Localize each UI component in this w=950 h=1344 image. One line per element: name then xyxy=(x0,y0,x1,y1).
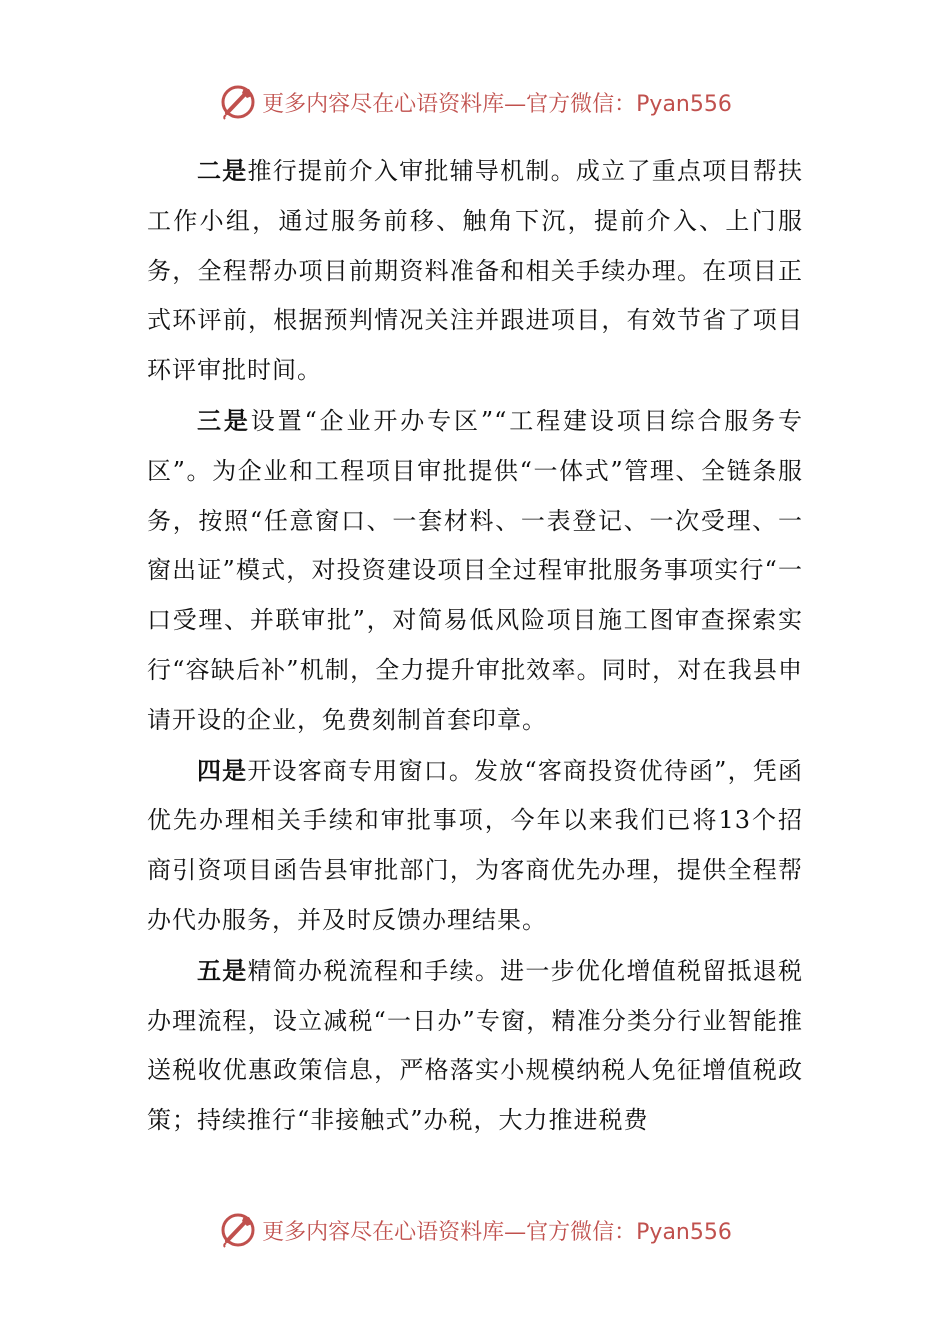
paragraph-lead: 三是 xyxy=(197,405,251,435)
paragraph-lead: 二是 xyxy=(197,156,248,185)
paragraph-3 xyxy=(147,396,803,746)
paragraph-text: 推行提前介入审批辅导机制。成立了重点项目帮扶工作小组，通过服务前移、触角下沉，提前介入、上门服务，全程帮办项目前期资料准备和相关手续办理。在项目正式环评前，根据预判情况关注并跟进项目，有效节省了项目环评审批时间。 xyxy=(147,157,804,385)
paragraph-5 xyxy=(147,946,803,1146)
paragraph-2 xyxy=(147,146,803,396)
header-watermark-banner xyxy=(0,80,950,124)
banner-text: 更多内容尽在心语资料库—官方微信：Pyan556 xyxy=(262,1219,732,1245)
banner-text: 更多内容尽在心语资料库—官方微信：Pyan556 xyxy=(262,91,732,117)
pen-logo-icon xyxy=(218,1210,258,1250)
paragraph-text: 精简办税流程和手续。进一步优化增值税留抵退税办理流程，设立减税“一日办”专窗，精准分类分行业智能推送税收优惠政策信息，严格落实小规模纳税人免征增值税政策；持续推行“非接触式”办税，大力推进税费 xyxy=(147,956,804,1135)
pen-logo-icon xyxy=(218,82,258,122)
paragraph-lead: 五是 xyxy=(197,955,248,985)
paragraph-text: 设置“企业开办专区”“工程建设项目综合服务专区”。为企业和工程项目审批提供“一体式”管理、全链条服务，按照“任意窗口、一套材料、一表登记、一次受理、一窗出证”模式，对投资建设项目全过程审批服务事项实行“一口受理、并联审批”，对简易低风险项目施工图审查探索实行“容缺后补”机制，全力提升审批效率。同时，对在我县申请开设的企业，免费刻制首套印章。 xyxy=(147,406,804,734)
paragraph-lead: 四是 xyxy=(197,755,248,785)
document-body xyxy=(147,146,803,1146)
paragraph-text: 开设客商专用窗口。发放“客商投资优待函”，凭函优先办理相关手续和审批事项，今年以来我们已将13个招商引资项目函告县审批部门，为客商优先办理，提供全程帮办代办服务，并及时反馈办理结果。 xyxy=(147,756,803,934)
footer-watermark-banner xyxy=(0,1208,950,1252)
paragraph-4 xyxy=(147,746,803,946)
